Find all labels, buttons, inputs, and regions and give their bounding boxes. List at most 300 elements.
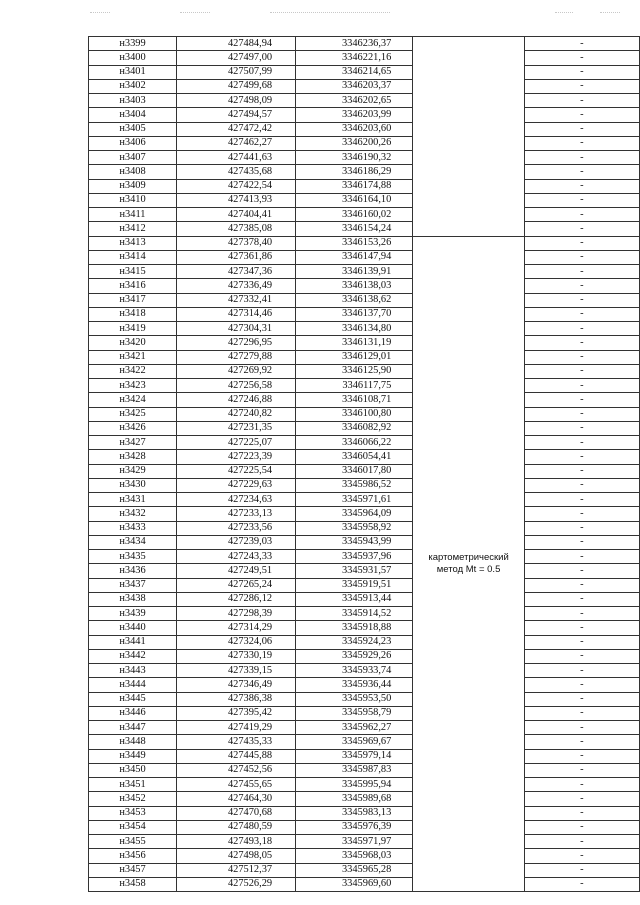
coordinate-x: 427286,12	[176, 592, 295, 606]
point-id: н3414	[89, 250, 177, 264]
table-row	[89, 706, 640, 720]
dash-cell: -	[524, 208, 639, 222]
dash-cell: -	[524, 393, 639, 407]
table-row	[89, 65, 640, 79]
coordinate-x: 427484,94	[176, 37, 295, 51]
coordinate-y: 3346147,94	[296, 250, 413, 264]
dash-cell: -	[524, 778, 639, 792]
coordinate-y: 3346054,41	[296, 450, 413, 464]
dash-cell: -	[524, 151, 639, 165]
point-id: н3420	[89, 336, 177, 350]
point-id: н3447	[89, 721, 177, 735]
table-row	[89, 863, 640, 877]
table-row	[89, 778, 640, 792]
coordinate-y: 3345964,09	[296, 507, 413, 521]
table-row	[89, 621, 640, 635]
coordinate-x: 427229,63	[176, 478, 295, 492]
table-row	[89, 664, 640, 678]
coordinate-x: 427304,31	[176, 322, 295, 336]
table-row	[89, 407, 640, 421]
coordinate-y: 3346134,80	[296, 322, 413, 336]
coordinate-x: 427339,15	[176, 664, 295, 678]
coordinate-y: 3345953,50	[296, 692, 413, 706]
point-id: н3418	[89, 307, 177, 321]
coordinate-x: 427498,05	[176, 849, 295, 863]
point-id: н3430	[89, 478, 177, 492]
dash-cell: -	[524, 364, 639, 378]
point-id: н3429	[89, 464, 177, 478]
coordinate-y: 3345962,27	[296, 721, 413, 735]
coordinate-y: 3345958,92	[296, 521, 413, 535]
coordinate-y: 3346153,26	[296, 236, 413, 250]
coordinate-y: 3345986,52	[296, 478, 413, 492]
dash-cell: -	[524, 835, 639, 849]
table-row	[89, 393, 640, 407]
dash-cell: -	[524, 51, 639, 65]
coordinate-x: 427386,38	[176, 692, 295, 706]
coordinate-y: 3345979,14	[296, 749, 413, 763]
coordinate-x: 427240,82	[176, 407, 295, 421]
coordinate-y: 3345969,67	[296, 735, 413, 749]
table-row	[89, 122, 640, 136]
dash-cell: -	[524, 592, 639, 606]
coordinate-y: 3346066,22	[296, 436, 413, 450]
table-row	[89, 193, 640, 207]
dash-cell: -	[524, 250, 639, 264]
dash-cell: -	[524, 293, 639, 307]
coordinate-x: 427231,35	[176, 421, 295, 435]
table-row	[89, 222, 640, 236]
point-id: н3406	[89, 136, 177, 150]
dash-cell: -	[524, 607, 639, 621]
point-id: н3455	[89, 835, 177, 849]
faint-header-mark	[180, 8, 210, 13]
coordinate-y: 3346174,88	[296, 179, 413, 193]
dash-cell: -	[524, 493, 639, 507]
coordinate-x: 427336,49	[176, 279, 295, 293]
coordinate-x: 427314,46	[176, 307, 295, 321]
coordinate-y: 3345987,83	[296, 763, 413, 777]
coordinate-y: 3346125,90	[296, 364, 413, 378]
coordinate-x: 427462,27	[176, 136, 295, 150]
coordinate-y: 3346131,19	[296, 336, 413, 350]
method-name: картометрический	[428, 551, 509, 563]
coordinate-x: 427452,56	[176, 763, 295, 777]
coordinate-y: 3345989,68	[296, 792, 413, 806]
coordinate-x: 427256,58	[176, 379, 295, 393]
dash-cell: -	[524, 279, 639, 293]
coordinate-x: 427324,06	[176, 635, 295, 649]
point-id: н3407	[89, 151, 177, 165]
coordinate-y: 3346203,99	[296, 108, 413, 122]
table-row	[89, 279, 640, 293]
coordinate-x: 427246,88	[176, 393, 295, 407]
coordinates-table	[88, 36, 640, 892]
coordinate-x: 427497,00	[176, 51, 295, 65]
point-id: н3434	[89, 535, 177, 549]
table-row	[89, 421, 640, 435]
dash-cell: -	[524, 79, 639, 93]
coordinate-x: 427419,29	[176, 721, 295, 735]
coordinate-y: 3346137,70	[296, 307, 413, 321]
point-id: н3439	[89, 607, 177, 621]
table-row	[89, 820, 640, 834]
coordinate-x: 427233,56	[176, 521, 295, 535]
coordinate-y: 3345936,44	[296, 678, 413, 692]
coordinate-y: 3346214,65	[296, 65, 413, 79]
point-id: н3421	[89, 350, 177, 364]
dash-cell: -	[524, 450, 639, 464]
coordinate-x: 427507,99	[176, 65, 295, 79]
coordinate-x: 427441,63	[176, 151, 295, 165]
faint-header-mark	[90, 8, 110, 13]
point-id: н3444	[89, 678, 177, 692]
coordinate-y: 3346017,80	[296, 464, 413, 478]
coordinate-x: 427269,92	[176, 364, 295, 378]
point-id: н3450	[89, 763, 177, 777]
method-accuracy: метод Mt = 0.5	[436, 563, 501, 575]
table-row	[89, 806, 640, 820]
coordinate-y: 3346202,65	[296, 94, 413, 108]
coordinate-x: 427435,68	[176, 165, 295, 179]
coordinate-y: 3346108,71	[296, 393, 413, 407]
table-row	[89, 151, 640, 165]
dash-cell: -	[524, 136, 639, 150]
point-id: н3449	[89, 749, 177, 763]
coordinate-y: 3345971,97	[296, 835, 413, 849]
dash-cell: -	[524, 649, 639, 663]
coordinate-y: 3345933,74	[296, 664, 413, 678]
table-row	[89, 521, 640, 535]
coordinate-y: 3346138,03	[296, 279, 413, 293]
point-id: н3437	[89, 578, 177, 592]
dash-cell: -	[524, 122, 639, 136]
coordinate-y: 3346160,02	[296, 208, 413, 222]
dash-cell: -	[524, 692, 639, 706]
coordinate-x: 427413,93	[176, 193, 295, 207]
coordinate-y: 3345929,26	[296, 649, 413, 663]
point-id: н3436	[89, 564, 177, 578]
coordinate-x: 427385,08	[176, 222, 295, 236]
dash-cell: -	[524, 507, 639, 521]
point-id: н3453	[89, 806, 177, 820]
dash-cell: -	[524, 792, 639, 806]
coordinate-x: 427472,42	[176, 122, 295, 136]
dash-cell: -	[524, 179, 639, 193]
coordinate-x: 427346,49	[176, 678, 295, 692]
coordinate-x: 427493,18	[176, 835, 295, 849]
coordinate-y: 3346138,62	[296, 293, 413, 307]
dash-cell: -	[524, 478, 639, 492]
table-row	[89, 94, 640, 108]
coordinate-x: 427395,42	[176, 706, 295, 720]
point-id: н3432	[89, 507, 177, 521]
table-row	[89, 79, 640, 93]
point-id: н3457	[89, 863, 177, 877]
dash-cell: -	[524, 222, 639, 236]
coordinate-x: 427225,54	[176, 464, 295, 478]
point-id: н3412	[89, 222, 177, 236]
table-row	[89, 763, 640, 777]
dash-cell: -	[524, 763, 639, 777]
point-id: н3402	[89, 79, 177, 93]
table-row	[89, 293, 640, 307]
dash-cell: -	[524, 706, 639, 720]
coordinate-y: 3346139,91	[296, 265, 413, 279]
method-cell-empty	[413, 37, 524, 237]
dash-cell: -	[524, 37, 639, 51]
coordinate-y: 3345919,51	[296, 578, 413, 592]
dash-cell: -	[524, 521, 639, 535]
dash-cell: -	[524, 550, 639, 564]
coordinate-x: 427512,37	[176, 863, 295, 877]
point-id: н3446	[89, 706, 177, 720]
coordinate-x: 427298,39	[176, 607, 295, 621]
table-row	[89, 849, 640, 863]
dash-cell: -	[524, 464, 639, 478]
dash-cell: -	[524, 193, 639, 207]
dash-cell: -	[524, 721, 639, 735]
point-id: н3400	[89, 51, 177, 65]
coordinate-y: 3345943,99	[296, 535, 413, 549]
faint-header-mark	[600, 8, 620, 13]
coordinate-x: 427470,68	[176, 806, 295, 820]
coordinate-x: 427455,65	[176, 778, 295, 792]
coordinate-y: 3345918,88	[296, 621, 413, 635]
table-row	[89, 550, 640, 564]
table-row	[89, 436, 640, 450]
faint-header-mark	[555, 8, 573, 13]
table-row	[89, 835, 640, 849]
coordinate-x: 427464,30	[176, 792, 295, 806]
dash-cell: -	[524, 820, 639, 834]
coordinate-x: 427265,24	[176, 578, 295, 592]
point-id: н3426	[89, 421, 177, 435]
coordinate-y: 3346200,26	[296, 136, 413, 150]
table-row	[89, 649, 640, 663]
coordinate-y: 3346236,37	[296, 37, 413, 51]
coordinate-x: 427296,95	[176, 336, 295, 350]
coordinate-x: 427234,63	[176, 493, 295, 507]
table-row	[89, 493, 640, 507]
table-row	[89, 379, 640, 393]
point-id: н3441	[89, 635, 177, 649]
dash-cell: -	[524, 678, 639, 692]
table-row	[89, 450, 640, 464]
point-id: н3409	[89, 179, 177, 193]
coordinates-table-body	[89, 37, 640, 892]
dash-cell: -	[524, 735, 639, 749]
coordinate-x: 427314,29	[176, 621, 295, 635]
point-id: н3440	[89, 621, 177, 635]
point-id: н3451	[89, 778, 177, 792]
point-id: н3454	[89, 820, 177, 834]
point-id: н3401	[89, 65, 177, 79]
coordinate-x: 427422,54	[176, 179, 295, 193]
coordinate-y: 3345976,39	[296, 820, 413, 834]
coordinate-y: 3345965,28	[296, 863, 413, 877]
table-row	[89, 564, 640, 578]
coordinate-x: 427404,41	[176, 208, 295, 222]
coordinate-x: 427347,36	[176, 265, 295, 279]
table-row	[89, 307, 640, 321]
table-row	[89, 635, 640, 649]
coordinate-y: 3345969,60	[296, 877, 413, 891]
point-id: н3427	[89, 436, 177, 450]
point-id: н3413	[89, 236, 177, 250]
table-row	[89, 265, 640, 279]
coordinate-x: 427498,09	[176, 94, 295, 108]
coordinate-y: 3345937,96	[296, 550, 413, 564]
coordinate-y: 3345913,44	[296, 592, 413, 606]
dash-cell: -	[524, 664, 639, 678]
table-row	[89, 607, 640, 621]
coordinate-x: 427330,19	[176, 649, 295, 663]
coordinate-y: 3345971,61	[296, 493, 413, 507]
point-id: н3458	[89, 877, 177, 891]
coordinate-y: 3346221,16	[296, 51, 413, 65]
table-row	[89, 236, 640, 250]
coordinate-x: 427435,33	[176, 735, 295, 749]
dash-cell: -	[524, 165, 639, 179]
coordinate-y: 3346154,24	[296, 222, 413, 236]
coordinate-x: 427445,88	[176, 749, 295, 763]
point-id: н3442	[89, 649, 177, 663]
point-id: н3452	[89, 792, 177, 806]
table-row	[89, 692, 640, 706]
point-id: н3410	[89, 193, 177, 207]
dash-cell: -	[524, 336, 639, 350]
point-id: н3424	[89, 393, 177, 407]
dash-cell: -	[524, 863, 639, 877]
point-id: н3403	[89, 94, 177, 108]
table-row	[89, 578, 640, 592]
point-id: н3435	[89, 550, 177, 564]
point-id: н3408	[89, 165, 177, 179]
coordinate-x: 427239,03	[176, 535, 295, 549]
dash-cell: -	[524, 307, 639, 321]
table-row	[89, 136, 640, 150]
dash-cell: -	[524, 236, 639, 250]
coordinate-x: 427499,68	[176, 79, 295, 93]
coordinate-x: 427243,33	[176, 550, 295, 564]
coordinate-y: 3345924,23	[296, 635, 413, 649]
table-row	[89, 350, 640, 364]
dash-cell: -	[524, 877, 639, 891]
dash-cell: -	[524, 350, 639, 364]
point-id: н3448	[89, 735, 177, 749]
dash-cell: -	[524, 635, 639, 649]
point-id: н3419	[89, 322, 177, 336]
dash-cell: -	[524, 564, 639, 578]
coordinate-y: 3345983,13	[296, 806, 413, 820]
table-row	[89, 51, 640, 65]
table-row	[89, 322, 640, 336]
point-id: н3445	[89, 692, 177, 706]
coordinate-y: 3345995,94	[296, 778, 413, 792]
table-row	[89, 37, 640, 51]
point-id: н3443	[89, 664, 177, 678]
coordinate-x: 427526,29	[176, 877, 295, 891]
table-row	[89, 877, 640, 891]
table-row	[89, 364, 640, 378]
table-row	[89, 592, 640, 606]
point-id: н3425	[89, 407, 177, 421]
header-strip	[85, 8, 625, 18]
table-row	[89, 507, 640, 521]
coordinate-x: 427332,41	[176, 293, 295, 307]
dash-cell: -	[524, 621, 639, 635]
dash-cell: -	[524, 108, 639, 122]
dash-cell: -	[524, 265, 639, 279]
dash-cell: -	[524, 322, 639, 336]
point-id: н3416	[89, 279, 177, 293]
table-row	[89, 678, 640, 692]
coordinate-y: 3346082,92	[296, 421, 413, 435]
table-row	[89, 749, 640, 763]
coordinate-y: 3346100,80	[296, 407, 413, 421]
dash-cell: -	[524, 436, 639, 450]
dash-cell: -	[524, 535, 639, 549]
point-id: н3433	[89, 521, 177, 535]
point-id: н3428	[89, 450, 177, 464]
coordinate-y: 3345914,52	[296, 607, 413, 621]
table-row	[89, 165, 640, 179]
dash-cell: -	[524, 806, 639, 820]
coordinate-x: 427361,86	[176, 250, 295, 264]
method-cell	[413, 236, 524, 892]
coordinate-y: 3346186,29	[296, 165, 413, 179]
table-row	[89, 464, 640, 478]
coordinate-x: 427233,13	[176, 507, 295, 521]
point-id: н3431	[89, 493, 177, 507]
point-id: н3438	[89, 592, 177, 606]
table-row	[89, 721, 640, 735]
point-id: н3405	[89, 122, 177, 136]
coordinate-x: 427225,07	[176, 436, 295, 450]
coordinate-y: 3346203,60	[296, 122, 413, 136]
coordinate-x: 427494,57	[176, 108, 295, 122]
coordinate-y: 3346117,75	[296, 379, 413, 393]
table-row	[89, 535, 640, 549]
coordinate-y: 3346129,01	[296, 350, 413, 364]
dash-cell: -	[524, 379, 639, 393]
point-id: н3423	[89, 379, 177, 393]
coordinate-y: 3346190,32	[296, 151, 413, 165]
dash-cell: -	[524, 578, 639, 592]
coordinate-x: 427279,88	[176, 350, 295, 364]
point-id: н3422	[89, 364, 177, 378]
dash-cell: -	[524, 65, 639, 79]
table-row	[89, 478, 640, 492]
dash-cell: -	[524, 749, 639, 763]
table-row	[89, 735, 640, 749]
table-row	[89, 792, 640, 806]
point-id: н3404	[89, 108, 177, 122]
coordinate-y: 3345931,57	[296, 564, 413, 578]
coordinate-y: 3345968,03	[296, 849, 413, 863]
table-row	[89, 179, 640, 193]
coordinate-y: 3345958,79	[296, 706, 413, 720]
table-row	[89, 108, 640, 122]
point-id: н3417	[89, 293, 177, 307]
coordinate-y: 3346164,10	[296, 193, 413, 207]
coordinate-x: 427249,51	[176, 564, 295, 578]
coordinate-y: 3346203,37	[296, 79, 413, 93]
point-id: н3456	[89, 849, 177, 863]
coordinate-x: 427223,39	[176, 450, 295, 464]
coordinate-x: 427378,40	[176, 236, 295, 250]
